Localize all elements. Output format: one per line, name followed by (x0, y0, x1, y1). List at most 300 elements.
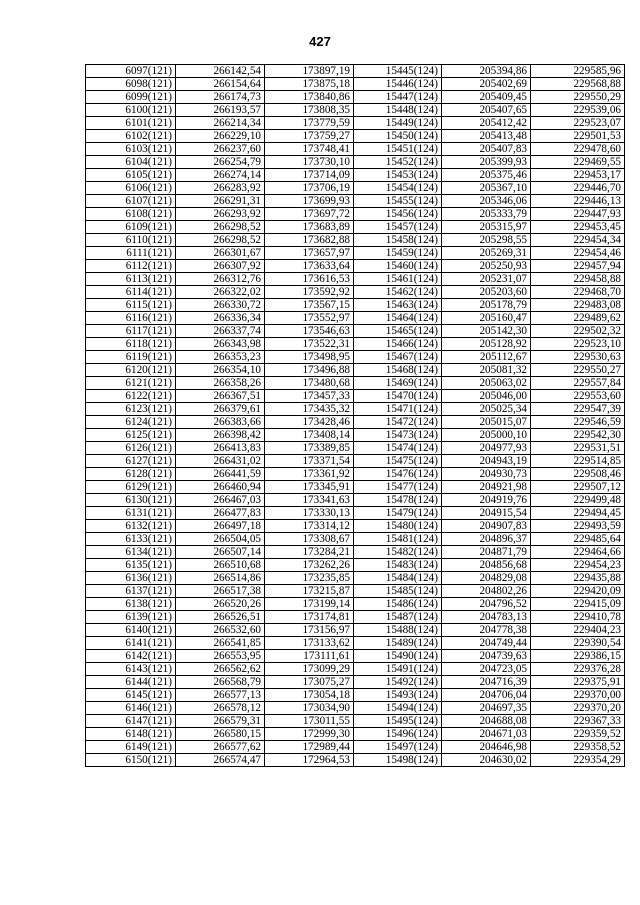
coord-y-a-cell: 173215,87 (265, 585, 354, 598)
point-id-a-cell: 6123(121) (86, 403, 176, 416)
table-row (86, 260, 625, 273)
point-id-a-cell: 6148(121) (86, 728, 176, 741)
coord-x-a-cell: 266367,51 (176, 390, 265, 403)
table-row (86, 650, 625, 663)
table-row (86, 663, 625, 676)
point-id-a-cell: 6130(121) (86, 494, 176, 507)
coord-y-b-cell: 229370,00 (531, 689, 625, 702)
point-id-a-cell: 6108(121) (86, 208, 176, 221)
table-row (86, 364, 625, 377)
table-row (86, 676, 625, 689)
coord-y-a-cell: 173496,88 (265, 364, 354, 377)
point-id-b-cell: 15487(124) (354, 611, 442, 624)
coord-y-b-cell: 229415,09 (531, 598, 625, 611)
point-id-a-cell: 6150(121) (86, 754, 176, 767)
coord-y-a-cell: 173314,12 (265, 520, 354, 533)
table-row (86, 78, 625, 91)
coord-x-a-cell: 266353,23 (176, 351, 265, 364)
point-id-a-cell: 6140(121) (86, 624, 176, 637)
point-id-a-cell: 6143(121) (86, 663, 176, 676)
coord-x-b-cell: 204723,05 (442, 663, 531, 676)
coord-y-b-cell: 229454,23 (531, 559, 625, 572)
point-id-b-cell: 15467(124) (354, 351, 442, 364)
point-id-b-cell: 15481(124) (354, 533, 442, 546)
coord-y-b-cell: 229358,52 (531, 741, 625, 754)
coord-y-b-cell: 229501,53 (531, 130, 625, 143)
table-row (86, 754, 625, 767)
coord-y-b-cell: 229530,63 (531, 351, 625, 364)
point-id-a-cell: 6104(121) (86, 156, 176, 169)
coord-x-b-cell: 204921,98 (442, 481, 531, 494)
point-id-b-cell: 15452(124) (354, 156, 442, 169)
coord-x-a-cell: 266431,02 (176, 455, 265, 468)
coord-x-b-cell: 205081,32 (442, 364, 531, 377)
point-id-a-cell: 6114(121) (86, 286, 176, 299)
coord-y-b-cell: 229493,59 (531, 520, 625, 533)
coord-x-a-cell: 266579,31 (176, 715, 265, 728)
table-row (86, 637, 625, 650)
coord-x-b-cell: 205142,30 (442, 325, 531, 338)
coord-y-a-cell: 173779,59 (265, 117, 354, 130)
point-id-a-cell: 6118(121) (86, 338, 176, 351)
point-id-b-cell: 15457(124) (354, 221, 442, 234)
coord-x-a-cell: 266154,64 (176, 78, 265, 91)
coord-y-a-cell: 173633,64 (265, 260, 354, 273)
point-id-b-cell: 15486(124) (354, 598, 442, 611)
point-id-b-cell: 15484(124) (354, 572, 442, 585)
coord-y-b-cell: 229446,70 (531, 182, 625, 195)
coord-y-b-cell: 229410,78 (531, 611, 625, 624)
coord-y-a-cell: 173099,29 (265, 663, 354, 676)
coord-x-a-cell: 266413,83 (176, 442, 265, 455)
point-id-b-cell: 15449(124) (354, 117, 442, 130)
point-id-b-cell: 15461(124) (354, 273, 442, 286)
table-row (86, 377, 625, 390)
coord-y-b-cell: 229464,66 (531, 546, 625, 559)
coord-x-b-cell: 204977,93 (442, 442, 531, 455)
coord-x-b-cell: 205046,00 (442, 390, 531, 403)
table-row (86, 598, 625, 611)
coord-y-a-cell: 173592,92 (265, 286, 354, 299)
coord-x-b-cell: 205346,06 (442, 195, 531, 208)
point-id-b-cell: 15458(124) (354, 234, 442, 247)
coord-y-b-cell: 229367,33 (531, 715, 625, 728)
coord-x-a-cell: 266298,52 (176, 221, 265, 234)
coord-x-a-cell: 266578,12 (176, 702, 265, 715)
coord-x-a-cell: 266193,57 (176, 104, 265, 117)
point-id-b-cell: 15496(124) (354, 728, 442, 741)
coord-y-a-cell: 173361,92 (265, 468, 354, 481)
coord-x-b-cell: 204783,13 (442, 611, 531, 624)
coord-y-b-cell: 229502,32 (531, 325, 625, 338)
table-row (86, 325, 625, 338)
coord-y-b-cell: 229458,88 (531, 273, 625, 286)
table-row (86, 559, 625, 572)
point-id-b-cell: 15471(124) (354, 403, 442, 416)
coord-y-b-cell: 229478,60 (531, 143, 625, 156)
coord-x-a-cell: 266358,26 (176, 377, 265, 390)
point-id-a-cell: 6116(121) (86, 312, 176, 325)
point-id-b-cell: 15483(124) (354, 559, 442, 572)
coord-y-b-cell: 229420,09 (531, 585, 625, 598)
point-id-a-cell: 6146(121) (86, 702, 176, 715)
coord-x-a-cell: 266343,98 (176, 338, 265, 351)
point-id-a-cell: 6127(121) (86, 455, 176, 468)
coord-y-a-cell: 173699,93 (265, 195, 354, 208)
coord-y-a-cell: 173697,72 (265, 208, 354, 221)
coord-x-b-cell: 204907,83 (442, 520, 531, 533)
coord-y-b-cell: 229489,62 (531, 312, 625, 325)
point-id-b-cell: 15478(124) (354, 494, 442, 507)
coord-x-b-cell: 204749,44 (442, 637, 531, 650)
coord-x-b-cell: 205394,86 (442, 65, 531, 78)
coord-y-b-cell: 229523,10 (531, 338, 625, 351)
table-row (86, 299, 625, 312)
table-row (86, 416, 625, 429)
coord-x-b-cell: 205015,07 (442, 416, 531, 429)
coord-x-a-cell: 266510,68 (176, 559, 265, 572)
point-id-b-cell: 15472(124) (354, 416, 442, 429)
point-id-b-cell: 15470(124) (354, 390, 442, 403)
point-id-a-cell: 6137(121) (86, 585, 176, 598)
point-id-b-cell: 15492(124) (354, 676, 442, 689)
point-id-b-cell: 15463(124) (354, 299, 442, 312)
coord-y-b-cell: 229404,23 (531, 624, 625, 637)
table-row (86, 533, 625, 546)
point-id-a-cell: 6145(121) (86, 689, 176, 702)
coord-x-a-cell: 266301,67 (176, 247, 265, 260)
point-id-a-cell: 6144(121) (86, 676, 176, 689)
coord-x-b-cell: 205375,46 (442, 169, 531, 182)
point-id-a-cell: 6128(121) (86, 468, 176, 481)
coord-y-a-cell: 173552,97 (265, 312, 354, 325)
coord-y-b-cell: 229539,06 (531, 104, 625, 117)
coord-x-b-cell: 205160,47 (442, 312, 531, 325)
table-row (86, 572, 625, 585)
point-id-a-cell: 6101(121) (86, 117, 176, 130)
coord-y-a-cell: 173714,09 (265, 169, 354, 182)
coord-x-b-cell: 204630,02 (442, 754, 531, 767)
point-id-a-cell: 6115(121) (86, 299, 176, 312)
coord-y-b-cell: 229514,85 (531, 455, 625, 468)
coord-x-b-cell: 205112,67 (442, 351, 531, 364)
table-row (86, 741, 625, 754)
point-id-b-cell: 15498(124) (354, 754, 442, 767)
coord-y-b-cell: 229453,45 (531, 221, 625, 234)
point-id-b-cell: 15497(124) (354, 741, 442, 754)
coord-x-a-cell: 266291,31 (176, 195, 265, 208)
coord-y-b-cell: 229508,46 (531, 468, 625, 481)
point-id-b-cell: 15494(124) (354, 702, 442, 715)
point-id-b-cell: 15456(124) (354, 208, 442, 221)
point-id-b-cell: 15445(124) (354, 65, 442, 78)
coord-x-b-cell: 205231,07 (442, 273, 531, 286)
coord-x-a-cell: 266298,52 (176, 234, 265, 247)
point-id-a-cell: 6098(121) (86, 78, 176, 91)
coord-x-b-cell: 205409,45 (442, 91, 531, 104)
coord-y-b-cell: 229507,12 (531, 481, 625, 494)
coord-x-a-cell: 266274,14 (176, 169, 265, 182)
coord-y-a-cell: 173706,19 (265, 182, 354, 195)
coord-x-b-cell: 204943,19 (442, 455, 531, 468)
coord-y-a-cell: 173897,19 (265, 65, 354, 78)
point-id-b-cell: 15489(124) (354, 637, 442, 650)
point-id-a-cell: 6100(121) (86, 104, 176, 117)
coord-y-b-cell: 229454,34 (531, 234, 625, 247)
point-id-a-cell: 6141(121) (86, 637, 176, 650)
coord-y-b-cell: 229550,29 (531, 91, 625, 104)
coord-x-a-cell: 266322,02 (176, 286, 265, 299)
point-id-b-cell: 15475(124) (354, 455, 442, 468)
point-id-b-cell: 15464(124) (354, 312, 442, 325)
table-row (86, 611, 625, 624)
coord-x-b-cell: 205128,92 (442, 338, 531, 351)
coord-x-a-cell: 266174,73 (176, 91, 265, 104)
table-row (86, 273, 625, 286)
point-id-b-cell: 15479(124) (354, 507, 442, 520)
table-row (86, 221, 625, 234)
coord-y-a-cell: 173840,86 (265, 91, 354, 104)
coord-y-a-cell: 173759,27 (265, 130, 354, 143)
point-id-b-cell: 15465(124) (354, 325, 442, 338)
coord-y-a-cell: 173262,26 (265, 559, 354, 572)
coord-x-b-cell: 204646,98 (442, 741, 531, 754)
coord-y-a-cell: 173330,13 (265, 507, 354, 520)
coord-x-a-cell: 266568,79 (176, 676, 265, 689)
table-row (86, 247, 625, 260)
table-row (86, 403, 625, 416)
point-id-a-cell: 6106(121) (86, 182, 176, 195)
coord-y-a-cell: 172964,53 (265, 754, 354, 767)
coord-y-a-cell: 173546,63 (265, 325, 354, 338)
coord-y-b-cell: 229546,59 (531, 416, 625, 429)
coord-y-b-cell: 229376,28 (531, 663, 625, 676)
coord-y-b-cell: 229468,70 (531, 286, 625, 299)
coord-x-b-cell: 204829,08 (442, 572, 531, 585)
coord-x-b-cell: 204796,52 (442, 598, 531, 611)
point-id-b-cell: 15466(124) (354, 338, 442, 351)
coord-x-b-cell: 204778,38 (442, 624, 531, 637)
table-row (86, 702, 625, 715)
coord-y-b-cell: 229446,13 (531, 195, 625, 208)
coord-y-a-cell: 173235,85 (265, 572, 354, 585)
point-id-b-cell: 15476(124) (354, 468, 442, 481)
coord-y-b-cell: 229553,60 (531, 390, 625, 403)
coord-y-a-cell: 173054,18 (265, 689, 354, 702)
point-id-a-cell: 6121(121) (86, 377, 176, 390)
coord-x-b-cell: 204919,76 (442, 494, 531, 507)
coord-y-b-cell: 229494,45 (531, 507, 625, 520)
coord-y-b-cell: 229435,88 (531, 572, 625, 585)
coord-x-a-cell: 266577,13 (176, 689, 265, 702)
coord-x-a-cell: 266507,14 (176, 546, 265, 559)
coordinate-table-body (86, 65, 625, 767)
table-row (86, 182, 625, 195)
coord-x-b-cell: 205412,42 (442, 117, 531, 130)
point-id-a-cell: 6103(121) (86, 143, 176, 156)
coord-x-a-cell: 266467,03 (176, 494, 265, 507)
coord-x-a-cell: 266460,94 (176, 481, 265, 494)
coord-x-b-cell: 205367,10 (442, 182, 531, 195)
coord-y-a-cell: 173345,91 (265, 481, 354, 494)
table-row (86, 520, 625, 533)
point-id-b-cell: 15450(124) (354, 130, 442, 143)
point-id-a-cell: 6124(121) (86, 416, 176, 429)
point-id-b-cell: 15460(124) (354, 260, 442, 273)
coord-x-a-cell: 266497,18 (176, 520, 265, 533)
point-id-b-cell: 15488(124) (354, 624, 442, 637)
coord-y-a-cell: 173371,54 (265, 455, 354, 468)
coord-x-b-cell: 205407,83 (442, 143, 531, 156)
point-id-a-cell: 6126(121) (86, 442, 176, 455)
coord-y-a-cell: 173174,81 (265, 611, 354, 624)
table-row (86, 351, 625, 364)
point-id-a-cell: 6117(121) (86, 325, 176, 338)
coord-x-a-cell: 266577,62 (176, 741, 265, 754)
coord-x-a-cell: 266520,26 (176, 598, 265, 611)
coord-x-a-cell: 266214,34 (176, 117, 265, 130)
point-id-b-cell: 15448(124) (354, 104, 442, 117)
coord-y-a-cell: 173435,32 (265, 403, 354, 416)
coord-y-b-cell: 229454,46 (531, 247, 625, 260)
coord-x-b-cell: 204871,79 (442, 546, 531, 559)
coord-x-a-cell: 266293,92 (176, 208, 265, 221)
point-id-a-cell: 6102(121) (86, 130, 176, 143)
point-id-b-cell: 15495(124) (354, 715, 442, 728)
point-id-a-cell: 6129(121) (86, 481, 176, 494)
coord-y-a-cell: 173284,21 (265, 546, 354, 559)
coord-x-a-cell: 266336,34 (176, 312, 265, 325)
coord-x-b-cell: 204739,63 (442, 650, 531, 663)
coord-y-b-cell: 229547,39 (531, 403, 625, 416)
coord-y-a-cell: 173133,62 (265, 637, 354, 650)
coord-x-b-cell: 204697,35 (442, 702, 531, 715)
table-row (86, 507, 625, 520)
coord-x-a-cell: 266504,05 (176, 533, 265, 546)
coord-x-a-cell: 266541,85 (176, 637, 265, 650)
point-id-a-cell: 6105(121) (86, 169, 176, 182)
coord-y-b-cell: 229447,93 (531, 208, 625, 221)
coord-x-a-cell: 266477,83 (176, 507, 265, 520)
point-id-a-cell: 6122(121) (86, 390, 176, 403)
table-row (86, 429, 625, 442)
coord-y-a-cell: 173730,10 (265, 156, 354, 169)
point-id-b-cell: 15473(124) (354, 429, 442, 442)
table-row (86, 117, 625, 130)
point-id-a-cell: 6147(121) (86, 715, 176, 728)
coord-x-b-cell: 205025,34 (442, 403, 531, 416)
coord-y-b-cell: 229483,08 (531, 299, 625, 312)
coord-y-a-cell: 173199,14 (265, 598, 354, 611)
point-id-b-cell: 15493(124) (354, 689, 442, 702)
table-row (86, 338, 625, 351)
coord-x-a-cell: 266383,66 (176, 416, 265, 429)
point-id-b-cell: 15451(124) (354, 143, 442, 156)
coord-x-a-cell: 266307,92 (176, 260, 265, 273)
table-row (86, 390, 625, 403)
coord-y-a-cell: 173341,63 (265, 494, 354, 507)
table-row (86, 728, 625, 741)
coord-x-a-cell: 266580,15 (176, 728, 265, 741)
point-id-a-cell: 6110(121) (86, 234, 176, 247)
coord-x-b-cell: 205000,10 (442, 429, 531, 442)
coord-x-a-cell: 266237,60 (176, 143, 265, 156)
coord-y-b-cell: 229370,20 (531, 702, 625, 715)
coord-x-b-cell: 205402,69 (442, 78, 531, 91)
point-id-a-cell: 6131(121) (86, 507, 176, 520)
coord-y-a-cell: 173498,95 (265, 351, 354, 364)
coord-x-a-cell: 266254,79 (176, 156, 265, 169)
point-id-b-cell: 15469(124) (354, 377, 442, 390)
coord-y-a-cell: 173683,89 (265, 221, 354, 234)
point-id-b-cell: 15447(124) (354, 91, 442, 104)
point-id-a-cell: 6097(121) (86, 65, 176, 78)
coord-x-a-cell: 266574,47 (176, 754, 265, 767)
coord-y-a-cell: 172999,30 (265, 728, 354, 741)
coord-x-a-cell: 266553,95 (176, 650, 265, 663)
coord-y-b-cell: 229457,94 (531, 260, 625, 273)
coord-x-a-cell: 266562,62 (176, 663, 265, 676)
point-id-a-cell: 6107(121) (86, 195, 176, 208)
coord-x-a-cell: 266526,51 (176, 611, 265, 624)
point-id-b-cell: 15474(124) (354, 442, 442, 455)
table-row (86, 208, 625, 221)
coord-y-a-cell: 173522,31 (265, 338, 354, 351)
coord-x-a-cell: 266532,60 (176, 624, 265, 637)
point-id-a-cell: 6120(121) (86, 364, 176, 377)
table-row (86, 442, 625, 455)
coord-y-a-cell: 172989,44 (265, 741, 354, 754)
table-row (86, 143, 625, 156)
coord-x-b-cell: 205203,60 (442, 286, 531, 299)
point-id-b-cell: 15482(124) (354, 546, 442, 559)
coord-x-b-cell: 204688,08 (442, 715, 531, 728)
table-row (86, 286, 625, 299)
coord-y-a-cell: 173156,97 (265, 624, 354, 637)
coord-x-b-cell: 204930,73 (442, 468, 531, 481)
coord-x-a-cell: 266229,10 (176, 130, 265, 143)
table-row (86, 65, 625, 78)
coord-y-a-cell: 173480,68 (265, 377, 354, 390)
coord-x-b-cell: 205315,97 (442, 221, 531, 234)
coord-y-b-cell: 229542,30 (531, 429, 625, 442)
coord-x-a-cell: 266379,61 (176, 403, 265, 416)
coord-y-b-cell: 229523,07 (531, 117, 625, 130)
coord-y-b-cell: 229390,54 (531, 637, 625, 650)
point-id-a-cell: 6099(121) (86, 91, 176, 104)
point-id-b-cell: 15477(124) (354, 481, 442, 494)
point-id-b-cell: 15491(124) (354, 663, 442, 676)
coord-y-a-cell: 173011,55 (265, 715, 354, 728)
coord-y-a-cell: 173428,46 (265, 416, 354, 429)
point-id-a-cell: 6133(121) (86, 533, 176, 546)
coord-y-b-cell: 229550,27 (531, 364, 625, 377)
coord-x-b-cell: 205399,93 (442, 156, 531, 169)
point-id-a-cell: 6113(121) (86, 273, 176, 286)
coord-x-b-cell: 205407,65 (442, 104, 531, 117)
coord-y-a-cell: 173657,97 (265, 247, 354, 260)
point-id-a-cell: 6112(121) (86, 260, 176, 273)
coord-y-a-cell: 173034,90 (265, 702, 354, 715)
coord-y-b-cell: 229375,91 (531, 676, 625, 689)
coord-x-a-cell: 266398,42 (176, 429, 265, 442)
coord-x-a-cell: 266312,76 (176, 273, 265, 286)
coord-x-a-cell: 266142,54 (176, 65, 265, 78)
coord-y-a-cell: 173111,61 (265, 650, 354, 663)
table-row (86, 104, 625, 117)
coord-x-b-cell: 204802,26 (442, 585, 531, 598)
coord-y-a-cell: 173075,27 (265, 676, 354, 689)
